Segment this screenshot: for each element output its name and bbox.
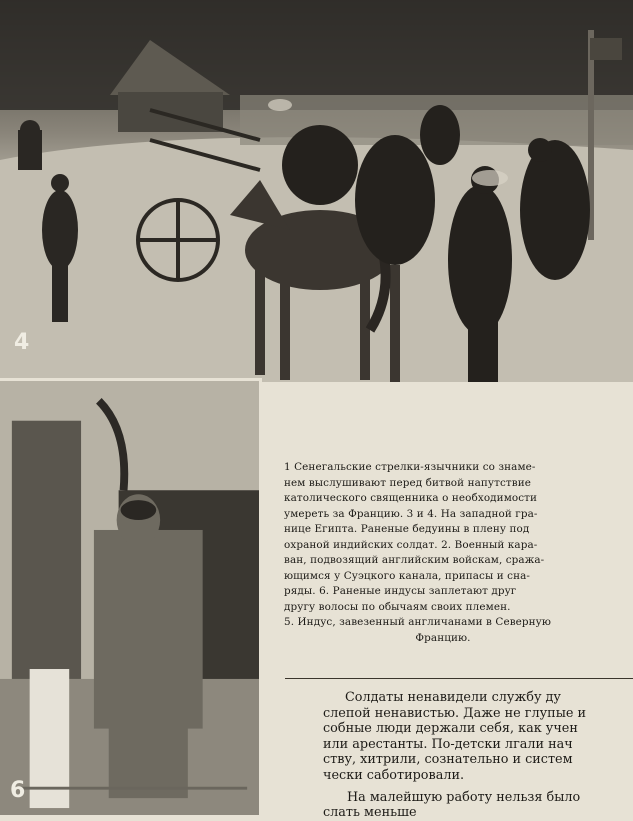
caption-line: охраной индийских солдат. 2. Военный кара- [284,538,538,551]
photo-caption [284,460,602,646]
article-line: собные люди держали себя, как учен [323,721,578,737]
caption-line: ряды. 6. Раненые индусы заплетают друг [284,585,517,597]
photo-number-label: 6 [10,778,26,803]
caption-line: католического священника о необходимости [284,492,538,504]
caption-line: 5. Индус, завезенный англичанами в Северную [284,616,552,628]
article-line: ству, хитрили, сознательно и систем [323,752,573,768]
caption-line: ван, подвозящий английским войскам, сража- [284,554,545,566]
caption-line: ющимся у Суэцкого канала, припасы и сна- [284,569,531,582]
article-line: чески саботировали. [323,767,465,783]
article-line: слать меньше [323,805,417,821]
photo-number-label: 4 [14,330,30,355]
photo-image [0,381,259,815]
section-divider [285,678,633,679]
caption-line: Францию. [415,631,471,644]
caption-line: нице Египта. Раненые бедуины в плену под [284,523,530,535]
photo-indians-braiding [0,378,262,815]
caption-line: 1 Сенегальские стрелки-язычники со знаме- [284,461,536,473]
article-text [323,690,633,821]
caption-line: умереть за Францию. 3 и 4. На западной гра- [284,507,538,520]
caption-line: нем выслушивают перед битвой напутствие [284,476,531,489]
article-line: На малейшую работу нельзя было [347,789,581,805]
photo-image [0,0,633,382]
article-line: или арестанты. По-детски лгали нач [323,736,573,752]
article-line: Солдаты ненавидели службу ду [345,690,561,705]
photo-senegal-caravan [0,0,633,382]
article-line: слепой ненавистью. Даже не глупые и [323,705,587,721]
caption-line: другу волосы по обычаям своих племен. [284,600,511,613]
